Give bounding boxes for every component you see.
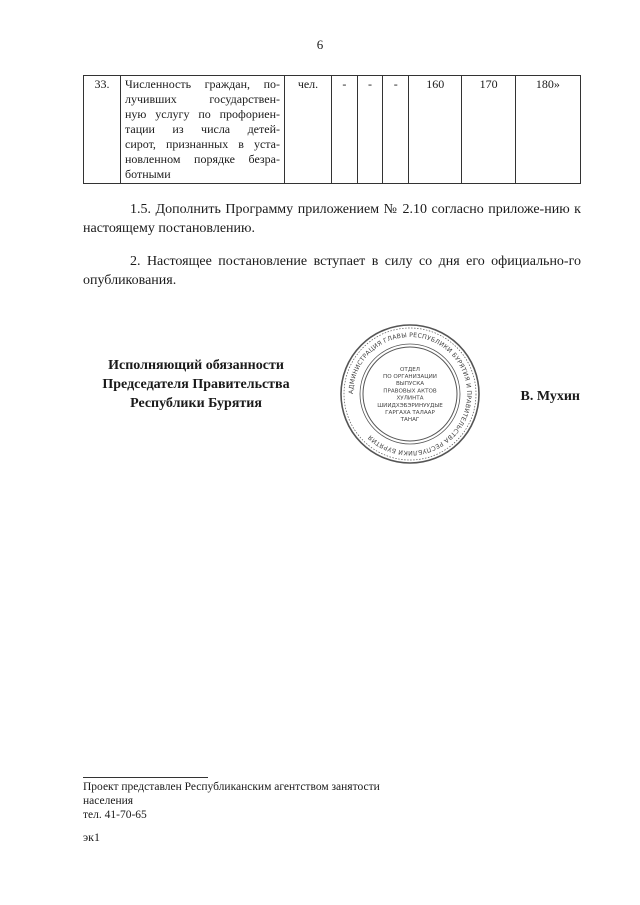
value-cell: 180» (515, 76, 580, 184)
indicator-name-line: ную услугу по профориен- (125, 107, 280, 121)
paragraph-1-5 (83, 200, 581, 238)
signer-name: В. Мухин (520, 389, 580, 404)
indicator-table (83, 75, 581, 184)
paragraph-text: 2. Настоящее постановление вступает в силу со дня его официально-го опубликования. (83, 254, 581, 288)
value-cell: - (383, 76, 409, 184)
indicator-name-line: тации из числа детей- (125, 122, 280, 136)
value-cell: 170 (462, 76, 515, 184)
signer-title-line: Республики Бурятия (130, 396, 262, 411)
indicator-name (121, 76, 285, 184)
seal-center-line: ПО ОРГАНИЗАЦИИ (383, 374, 437, 380)
seal-center-line: ПРАВОВЫХ АКТОВ (383, 388, 437, 395)
seal-center-line: ВЫПУСКА (395, 381, 425, 388)
row-number: 33. (84, 76, 121, 184)
official-seal (338, 322, 482, 466)
indicator-name-line: ботными (125, 167, 171, 181)
indicator-name-line: Численность граждан, по- (125, 77, 280, 91)
table-row (84, 76, 581, 184)
paragraph-text: 1.5. Дополнить Программу приложением № 2.10 согласно приложе-нию к настоящему постановлению. (83, 202, 581, 236)
seal-center-line: ШИИДХЭБЭРИНУУДЫЕ (377, 402, 443, 409)
footnote-line: населения (83, 795, 134, 807)
seal-ring-text: АДМИНИСТРАЦИЯ ГЛАВЫ РЕСПУБЛИКИ БУРЯТИЯ И ПРАВИТЕЛЬСТВА РЕСПУБЛИКИ БУРЯТИЯ (347, 331, 473, 457)
page-number: 6 (316, 37, 324, 52)
seal-center-line: ОТДЕЛ (400, 366, 420, 373)
signer-title (78, 356, 314, 413)
value-cell: - (332, 76, 358, 184)
seal-center-text (377, 367, 443, 423)
signer-title-line: Исполняющий обязанности (108, 358, 284, 373)
value-cell: - (357, 76, 383, 184)
footnote-line: тел. 41-70-65 (83, 809, 147, 821)
indicator-name-line: новленном порядке безра- (125, 152, 280, 166)
indicator-name-line: лучивших государствен- (125, 92, 280, 106)
seal-center-line: ТАНАГ (400, 417, 420, 424)
document-code: эк1 (83, 830, 100, 844)
footnote (83, 780, 463, 822)
value-cell: 160 (409, 76, 462, 184)
indicator-name-line: сирот, признанных в уста- (125, 137, 280, 151)
unit-cell: чел. (285, 76, 332, 184)
footnote-divider (83, 777, 208, 778)
seal-center-line: ХУЛИНТА (396, 395, 424, 402)
signer-title-line: Председателя Правительства (102, 377, 290, 392)
footnote-line: Проект представлен Республиканским агентством занятости (83, 781, 380, 793)
seal-center-line: ГАРГАХА ТАЛААР (385, 410, 435, 416)
paragraph-2 (83, 252, 581, 290)
